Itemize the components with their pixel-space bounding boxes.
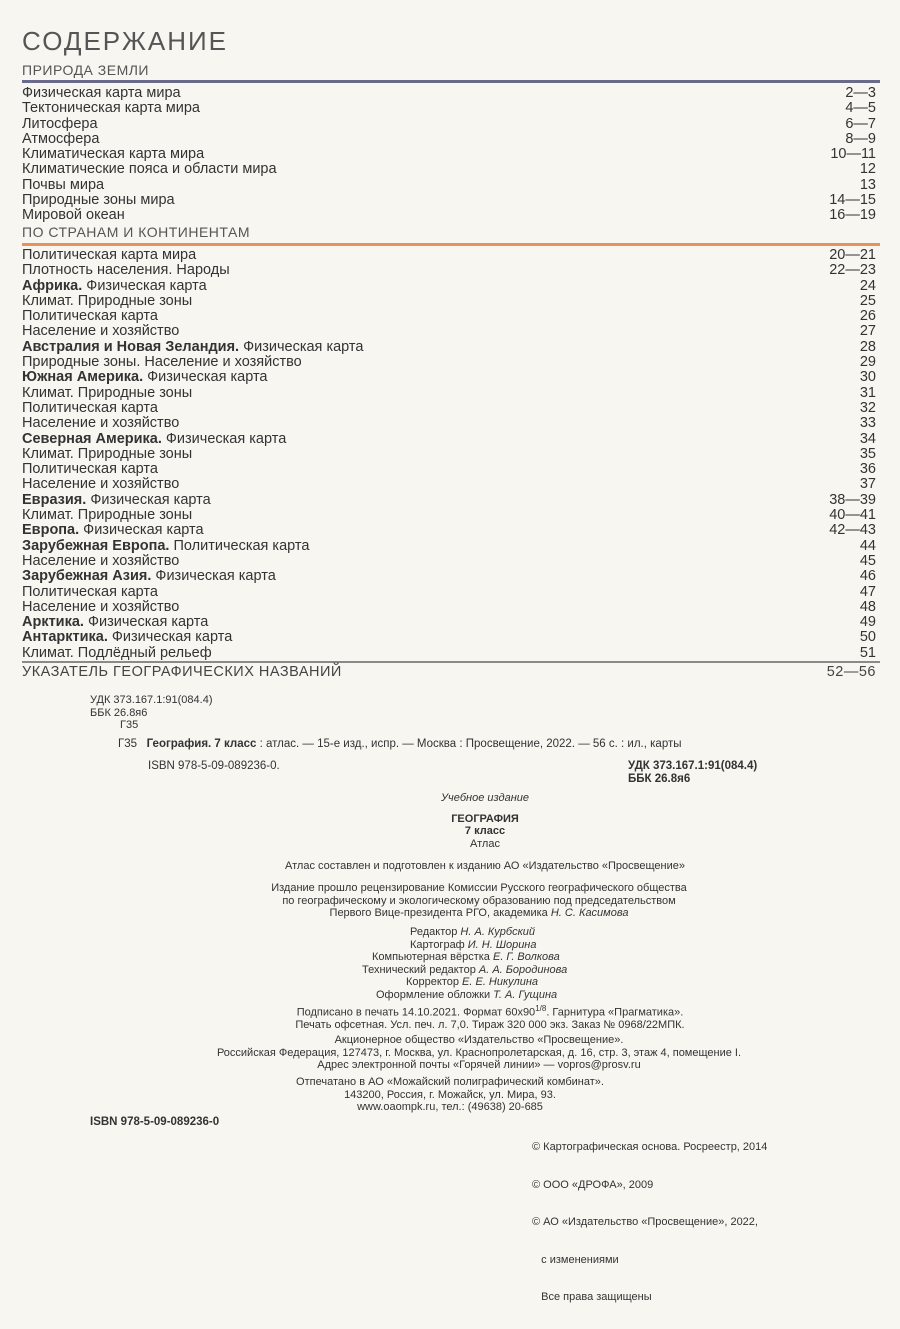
toc-row bbox=[22, 101, 880, 116]
udk-right: УДК 373.167.1:91(084.4) bbox=[628, 760, 758, 772]
toc-entry-region: Австралия и Новая Зеландия. bbox=[22, 338, 240, 355]
author-mark: Г35 bbox=[120, 719, 139, 731]
toc-entry-pages: 28 bbox=[859, 338, 876, 355]
toc-row bbox=[22, 615, 880, 630]
copyright-line: © АО «Издательство «Просвещение», 2022, bbox=[532, 1216, 758, 1228]
index-pages: 52—56 bbox=[826, 664, 876, 680]
toc-list-countries bbox=[22, 248, 880, 661]
publisher-line: Российская Федерация, 127473, г. Москва, ул. Краснопролетарская, д. 16, стр. 3, этаж 4, помещение I. bbox=[216, 1046, 742, 1059]
toc-entry-region: Европа. bbox=[22, 522, 80, 539]
bbk-left: ББК 26.8я6 bbox=[90, 706, 148, 719]
toc-row bbox=[22, 193, 880, 208]
section-divider-nature bbox=[22, 80, 880, 83]
index-divider bbox=[22, 661, 880, 663]
toc-row bbox=[22, 585, 880, 600]
toc-entry-title bbox=[22, 147, 204, 162]
review-note bbox=[0, 882, 900, 920]
printer-block bbox=[0, 1076, 900, 1114]
toc-entry-pages: 25 bbox=[859, 292, 876, 309]
toc-entry-pages: 24 bbox=[859, 277, 876, 294]
publisher-line: Адрес электронной почты «Горячей линии» — vopros@prosv.ru bbox=[317, 1059, 641, 1071]
section-heading-nature: ПРИРОДА ЗЕМЛИ bbox=[22, 62, 149, 78]
udk-left: УДК 373.167.1:91(084.4) bbox=[90, 694, 213, 706]
toc-entry-title bbox=[22, 162, 277, 177]
toc-entry-text: Физическая карта bbox=[161, 430, 287, 447]
publisher-line: Акционерное общество «Издательство «Просвещение». bbox=[334, 1034, 624, 1046]
credit-line bbox=[362, 951, 567, 964]
toc-entry-title bbox=[22, 447, 192, 462]
review-prefix: Первого Вице-президента РГО, академика bbox=[329, 907, 551, 919]
toc-row bbox=[22, 86, 880, 101]
toc-entry-title bbox=[22, 117, 98, 132]
toc-entry-title bbox=[22, 248, 196, 263]
toc-entry-region: Северная Америка. bbox=[22, 430, 162, 447]
toc-row bbox=[22, 539, 880, 554]
biblio-details: : атлас. — 15-е изд., испр. — Москва : Просвещение, 2022. — 56 с. : ил., карты bbox=[256, 738, 682, 750]
book-kind: Атлас bbox=[470, 837, 500, 850]
toc-row bbox=[22, 324, 880, 339]
toc-entry-pages: 47 bbox=[859, 583, 876, 600]
copyright-line: © ООО «ДРОФА», 2009 bbox=[532, 1178, 654, 1191]
review-line-last bbox=[0, 907, 900, 920]
section-heading-countries: ПО СТРАНАМ И КОНТИНЕНТАМ bbox=[22, 224, 250, 240]
toc-entry-pages: 35 bbox=[859, 445, 876, 462]
toc-entry-title bbox=[22, 508, 192, 523]
copyright-line: Все права защищены bbox=[532, 1291, 652, 1303]
credit-name: И. Н. Шорина bbox=[467, 938, 537, 951]
review-line: по географическому и экологическому образованию под председательством bbox=[282, 894, 676, 907]
toc-entry-text: Политическая карта bbox=[22, 399, 158, 416]
toc-entry-text: Почвы мира bbox=[22, 176, 105, 193]
printer-line: 143200, Россия, г. Можайск, ул. Мира, 93. bbox=[344, 1088, 556, 1101]
toc-row bbox=[22, 355, 880, 370]
toc-entry-pages: 13 bbox=[859, 176, 876, 193]
toc-row bbox=[22, 600, 880, 615]
toc-row bbox=[22, 208, 880, 223]
toc-entry-text: Физическая карта bbox=[151, 568, 276, 585]
toc-entry-title bbox=[22, 600, 179, 615]
credit-role: Оформление обложки bbox=[376, 988, 494, 1001]
toc-row bbox=[22, 462, 880, 477]
toc-entry-pages: 29 bbox=[859, 354, 876, 371]
toc-row bbox=[22, 340, 880, 355]
toc-entry-title bbox=[22, 193, 175, 208]
isbn-bottom: ISBN 978-5-09-089236-0 bbox=[90, 1116, 220, 1128]
toc-entry-text: Физическая карта bbox=[239, 338, 364, 355]
review-academic: Н. С. Касимова bbox=[550, 907, 629, 919]
toc-entry-title bbox=[22, 401, 158, 416]
toc-entry-pages: 45 bbox=[859, 552, 876, 569]
toc-entry-text: Климатическая карта мира bbox=[22, 146, 205, 163]
toc-row bbox=[22, 279, 880, 294]
toc-entry-pages: 42—43 bbox=[829, 522, 876, 539]
credit-role: Корректор bbox=[406, 976, 463, 988]
toc-row bbox=[22, 178, 880, 193]
toc-entry-pages: 32 bbox=[859, 399, 876, 416]
credit-name: А. А. Бородинова bbox=[478, 963, 568, 976]
toc-row bbox=[22, 493, 880, 508]
credit-line bbox=[362, 964, 567, 977]
review-line: Издание прошло рецензирование Комиссии Русского географического общества bbox=[271, 882, 687, 894]
toc-entry-region: Африка. bbox=[22, 277, 83, 294]
toc-entry-title bbox=[22, 432, 286, 447]
toc-entry-text: Климат. Природные зоны bbox=[22, 384, 193, 401]
credit-line bbox=[362, 989, 567, 1002]
toc-entry-pages: 26 bbox=[859, 308, 876, 325]
toc-row bbox=[22, 370, 880, 385]
toc-entry-pages: 33 bbox=[859, 415, 876, 432]
index-label: УКАЗАТЕЛЬ ГЕОГРАФИЧЕСКИХ НАЗВАНИЙ bbox=[22, 664, 342, 680]
toc-entry-text: Физическая карта bbox=[82, 277, 207, 294]
toc-entry-title bbox=[22, 630, 232, 645]
toc-row bbox=[22, 386, 880, 401]
toc-row bbox=[22, 523, 880, 538]
toc-entry-text: Мировой океан bbox=[22, 207, 125, 224]
toc-row bbox=[22, 508, 880, 523]
classification-block-right bbox=[628, 760, 757, 785]
toc-entry-text: Климат. Природные зоны bbox=[22, 292, 193, 309]
credit-name: Н. А. Курбский bbox=[460, 926, 536, 938]
toc-entry-pages: 27 bbox=[859, 323, 876, 340]
toc-entry-text: Политическая карта bbox=[22, 461, 158, 478]
toc-entry-pages: 40—41 bbox=[829, 507, 876, 524]
toc-entry-pages: 34 bbox=[859, 430, 876, 447]
toc-entry-region: Евразия. bbox=[22, 491, 87, 508]
toc-entry-title bbox=[22, 585, 158, 600]
signed-line bbox=[0, 1003, 900, 1019]
toc-entry-title bbox=[22, 539, 309, 554]
toc-entry-title bbox=[22, 208, 125, 223]
toc-entry-text: Природные зоны. Население и хозяйство bbox=[22, 354, 302, 371]
toc-entry-pages: 50 bbox=[859, 629, 876, 646]
toc-entry-text: Плотность населения. Народы bbox=[22, 262, 230, 279]
toc-entry-title bbox=[22, 386, 192, 401]
toc-entry-title bbox=[22, 279, 207, 294]
publisher-block bbox=[0, 1034, 900, 1072]
toc-entry-title bbox=[22, 477, 179, 492]
toc-row bbox=[22, 132, 880, 147]
toc-entry-region: Арктика. bbox=[22, 614, 84, 631]
credit-name: Е. Г. Волкова bbox=[492, 951, 560, 963]
toc-entry-text: Физическая карта bbox=[107, 629, 233, 646]
toc-entry-text: Население и хозяйство bbox=[22, 323, 180, 340]
credit-role: Компьютерная вёрстка bbox=[372, 951, 493, 963]
toc-row bbox=[22, 162, 880, 177]
toc-row bbox=[22, 117, 880, 132]
compiled-note: Атлас составлен и подготовлен к изданию АО «Издательство «Просвещение» bbox=[285, 860, 685, 872]
biblio-code: Г35 bbox=[118, 738, 138, 750]
toc-entry-pages: 20—21 bbox=[829, 247, 876, 263]
toc-entry-text: Политическая карта мира bbox=[22, 247, 197, 263]
toc-row bbox=[22, 248, 880, 263]
copyright-line: с изменениями bbox=[532, 1253, 619, 1266]
toc-entry-pages: 48 bbox=[859, 598, 876, 615]
toc-entry-title bbox=[22, 523, 204, 538]
toc-entry-text: Физическая карта bbox=[83, 614, 209, 631]
credit-line bbox=[362, 976, 567, 989]
toc-entry-text: Природные зоны мира bbox=[22, 192, 175, 209]
toc-entry-text: Население и хозяйство bbox=[22, 415, 180, 432]
toc-entry-pages: 49 bbox=[859, 614, 876, 631]
toc-row bbox=[22, 432, 880, 447]
toc-entry-pages: 12 bbox=[859, 161, 876, 178]
toc-entry-text: Население и хозяйство bbox=[22, 476, 180, 493]
toc-entry-title bbox=[22, 340, 363, 355]
toc-entry-pages: 2—3 bbox=[845, 85, 876, 101]
toc-entry-title bbox=[22, 132, 99, 147]
toc-entry-text: Физическая карта bbox=[86, 491, 211, 508]
toc-entry-text: Литосфера bbox=[22, 115, 98, 132]
toc-row bbox=[22, 569, 880, 584]
toc-entry-region: Зарубежная Европа. bbox=[22, 537, 170, 554]
toc-entry-title bbox=[22, 462, 158, 477]
classification-block-left bbox=[90, 694, 213, 732]
toc-row bbox=[22, 401, 880, 416]
credit-role: Технический редактор bbox=[362, 963, 479, 976]
toc-entry-text: Физическая карта bbox=[143, 369, 268, 386]
section-divider-countries bbox=[22, 243, 880, 246]
toc-entry-region: Зарубежная Азия. bbox=[22, 568, 152, 585]
bibliographic-record bbox=[118, 738, 682, 751]
toc-entry-text: Физическая карта мира bbox=[22, 85, 181, 101]
toc-entry-pages: 51 bbox=[859, 644, 876, 661]
toc-entry-pages: 6—7 bbox=[845, 115, 876, 132]
toc-entry-title bbox=[22, 646, 212, 661]
toc-entry-text: Политическая карта bbox=[169, 537, 310, 554]
toc-entry-pages: 16—19 bbox=[829, 207, 876, 224]
toc-row bbox=[22, 630, 880, 645]
toc-row bbox=[22, 416, 880, 431]
printer-line: Отпечатано в АО «Можайский полиграфический комбинат». bbox=[296, 1076, 604, 1088]
toc-row bbox=[22, 646, 880, 661]
book-title: ГЕОГРАФИЯ bbox=[451, 812, 519, 825]
toc-entry-title bbox=[22, 294, 192, 309]
toc-entry-pages: 31 bbox=[859, 384, 876, 401]
toc-entry-text: Климат. Природные зоны bbox=[22, 445, 193, 462]
toc-entry-pages: 36 bbox=[859, 461, 876, 478]
toc-entry-pages: 14—15 bbox=[829, 192, 876, 209]
toc-row-index bbox=[22, 664, 880, 680]
edition-type: Учебное издание bbox=[441, 792, 529, 804]
credit-role: Редактор bbox=[410, 926, 461, 938]
toc-entry-title bbox=[22, 370, 268, 385]
printer-line: www.oaompk.ru, тел.: (49638) 20-685 bbox=[357, 1101, 543, 1113]
toc-entry-pages: 38—39 bbox=[829, 491, 876, 508]
toc-entry-text: Тектоническая карта мира bbox=[22, 100, 200, 117]
toc-entry-text: Политическая карта bbox=[22, 308, 158, 325]
toc-entry-text: Климатические пояса и области мира bbox=[22, 161, 277, 178]
credit-name: Т. А. Гущина bbox=[493, 988, 558, 1001]
toc-row bbox=[22, 447, 880, 462]
toc-entry-title bbox=[22, 554, 179, 569]
toc-entry-title bbox=[22, 263, 230, 278]
contents-title: СОДЕРЖАНИЕ bbox=[22, 26, 229, 56]
toc-entry-region: Антарктика. bbox=[22, 629, 108, 646]
toc-entry-region: Южная Америка. bbox=[22, 369, 144, 386]
toc-entry-text: Физическая карта bbox=[79, 522, 204, 539]
toc-row bbox=[22, 294, 880, 309]
toc-entry-text: Население и хозяйство bbox=[22, 598, 180, 615]
toc-entry-pages: 30 bbox=[859, 369, 876, 386]
signed-format: Подписано в печать 14.10.2021. Формат 60x90 bbox=[296, 1006, 536, 1019]
toc-entry-title bbox=[22, 178, 104, 193]
toc-entry-pages: 10—11 bbox=[830, 146, 876, 163]
toc-entry-text: Политическая карта bbox=[22, 583, 158, 600]
print-details: Печать офсетная. Усл. печ. л. 7,0. Тираж 320 000 экз. Заказ № 0968/22МПК. bbox=[295, 1019, 685, 1032]
toc-entry-title bbox=[22, 86, 181, 101]
toc-entry-text: Климат. Природные зоны bbox=[22, 507, 193, 524]
grade: 7 класс bbox=[464, 825, 506, 837]
bbk-right: ББК 26.8я6 bbox=[628, 772, 691, 785]
toc-list-nature bbox=[22, 86, 880, 224]
format-fraction: 1/8 bbox=[535, 1004, 547, 1013]
toc-entry-text: Климат. Подлёдный рельеф bbox=[22, 644, 212, 661]
toc-entry-pages: 4—5 bbox=[845, 100, 876, 117]
toc-entry-title bbox=[22, 309, 158, 324]
credits-block bbox=[362, 926, 567, 1001]
toc-entry-pages: 22—23 bbox=[829, 262, 876, 279]
toc-entry-text: Население и хозяйство bbox=[22, 552, 180, 569]
copyright-line: © Картографическая основа. Росреестр, 2014 bbox=[532, 1141, 768, 1153]
biblio-title: География. 7 класс bbox=[146, 738, 257, 750]
toc-entry-title bbox=[22, 101, 200, 116]
credit-name: Е. Е. Никулина bbox=[462, 976, 539, 988]
print-info bbox=[0, 1003, 900, 1032]
toc-row bbox=[22, 263, 880, 278]
toc-entry-pages: 8—9 bbox=[845, 130, 876, 147]
toc-entry-title bbox=[22, 615, 208, 630]
toc-entry-pages: 37 bbox=[859, 476, 876, 493]
toc-entry-pages: 44 bbox=[859, 537, 876, 554]
toc-entry-title bbox=[22, 324, 179, 339]
toc-row bbox=[22, 309, 880, 324]
isbn-line: ISBN 978-5-09-089236-0. bbox=[148, 760, 280, 772]
toc-row bbox=[22, 477, 880, 492]
toc-entry-pages: 46 bbox=[859, 568, 876, 585]
signed-typeface: . Гарнитура «Прагматика». bbox=[546, 1006, 684, 1019]
copyright-block bbox=[532, 1116, 767, 1329]
toc-entry-title bbox=[22, 569, 276, 584]
title-block bbox=[0, 792, 900, 850]
toc-entry-text: Атмосфера bbox=[22, 130, 100, 147]
toc-entry-title bbox=[22, 355, 302, 370]
credit-line bbox=[362, 939, 567, 952]
credit-line bbox=[362, 926, 567, 939]
toc-row bbox=[22, 147, 880, 162]
toc-entry-title bbox=[22, 416, 179, 431]
toc-row bbox=[22, 554, 880, 569]
credit-role: Картограф bbox=[410, 938, 468, 951]
toc-entry-title bbox=[22, 493, 211, 508]
